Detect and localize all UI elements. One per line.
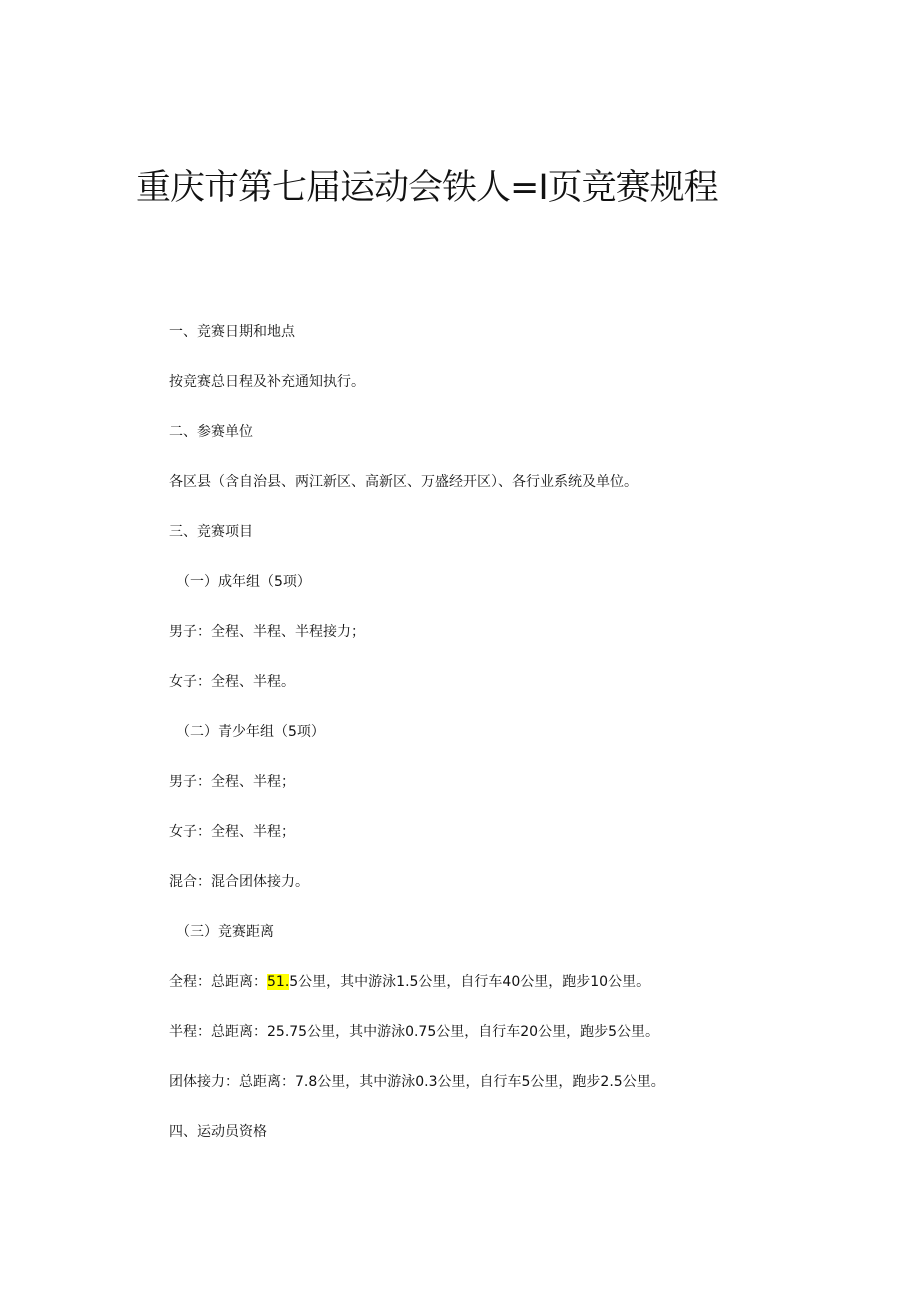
paragraph-half-distance: 半程：总距离：25.75公里，其中游泳0.75公里，自行车20公里，跑步5公里。 — [169, 1024, 659, 1040]
full-distance-suffix: 5公里，其中游泳1.5公里，自行车40公里，跑步10公里。 — [289, 974, 651, 990]
paragraph-units: 各区县（含自治县、两江新区、高新区、万盛经开区）、各行业系统及单位。 — [169, 474, 638, 490]
paragraph-adult-women: 女子：全程、半程。 — [169, 674, 295, 690]
subheading-adult-group: （一）成年组（5项） — [176, 574, 311, 590]
full-distance-prefix: 全程：总距离： — [169, 974, 267, 990]
section-heading-events: 三、竞赛项目 — [169, 524, 253, 540]
highlighted-value: 51. — [267, 974, 290, 990]
subheading-youth-group: （二）青少年组（5项） — [176, 724, 325, 740]
paragraph-adult-men: 男子：全程、半程、半程接力； — [169, 624, 365, 640]
section-heading-units: 二、参赛单位 — [169, 424, 253, 440]
paragraph-youth-men: 男子：全程、半程； — [169, 774, 295, 790]
subheading-distance: （三）竞赛距离 — [176, 924, 274, 940]
section-heading-dates: 一、竞赛日期和地点 — [169, 324, 295, 340]
paragraph-dates: 按竞赛总日程及补充通知执行。 — [169, 374, 365, 390]
paragraph-relay-distance: 团体接力：总距离：7.8公里，其中游泳0.3公里，自行车5公里，跑步2.5公里。 — [169, 1074, 665, 1090]
paragraph-youth-women: 女子：全程、半程； — [169, 824, 295, 840]
paragraph-full-distance — [169, 972, 650, 992]
paragraph-youth-mixed: 混合：混合团体接力。 — [169, 874, 309, 890]
document-title: 重庆市第七届运动会铁人=I页竞赛规程 — [136, 168, 718, 208]
section-heading-eligibility: 四、运动员资格 — [169, 1124, 267, 1140]
